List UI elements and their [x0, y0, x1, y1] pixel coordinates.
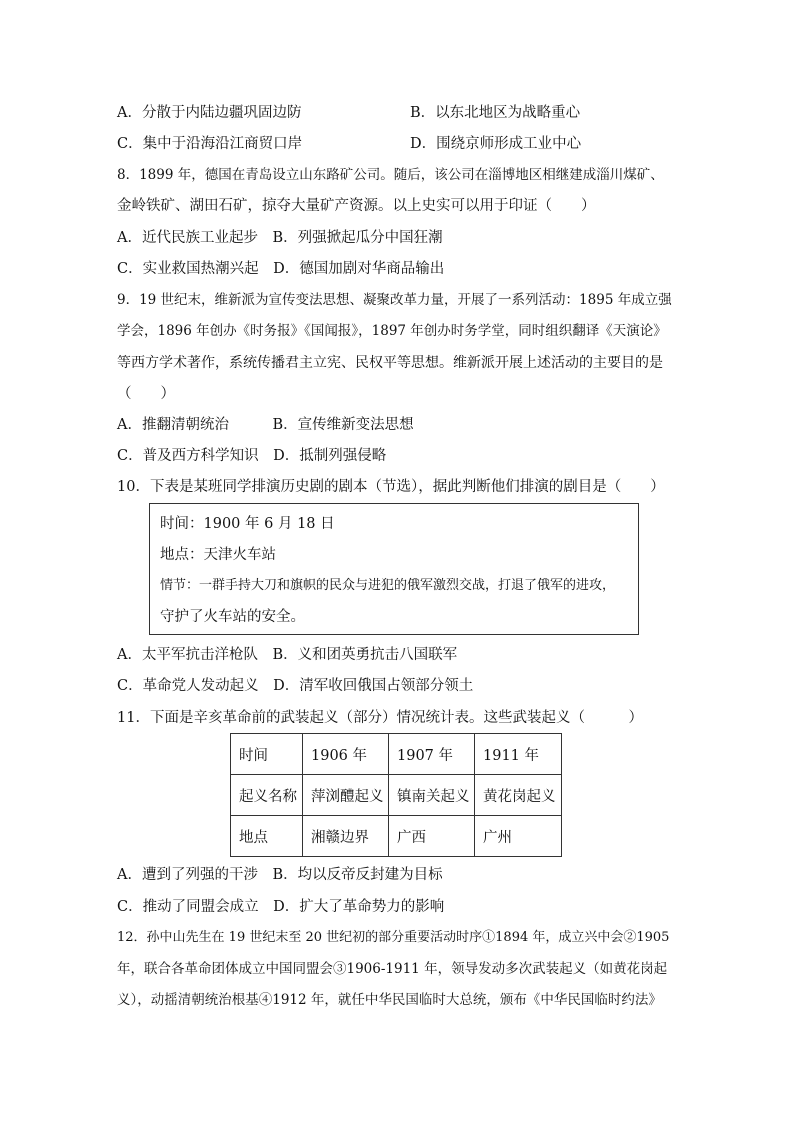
q8-stem-line-2: 金岭铁矿、湖田石矿，掠夺大量矿产资源。以上史实可以用于印证（ ）	[117, 198, 596, 214]
table-cell: 起义名称	[231, 775, 303, 816]
uprising-stats-table	[230, 733, 562, 857]
q9-stem-line-3: 等西方学术著作，系统传播君主立宪、民权平等思想。维新派开展上述活动的主要目的是	[117, 355, 663, 371]
q8-options-line-2[interactable]: C．实业救国热潮兴起 D．德国加剧对华商品输出	[117, 261, 445, 277]
q12-stem-line-3: 义），动摇清朝统治根基④1912 年，就任中华民国临时大总统，颁布《中华民国临时约法》	[117, 992, 662, 1008]
q10-box-place: 地点：天津火车站	[160, 547, 276, 563]
q12-stem-line-2: 年，联合各革命团体成立中国同盟会③1906-1911 年，领导发动多次武装起义（如黄花岗起	[117, 961, 668, 977]
q12-stem-line-1: 12．孙中山先生在 19 世纪末至 20 世纪初的部分重要活动时序①1894 年，成立兴中会②1905	[117, 930, 670, 945]
table-row	[231, 734, 562, 775]
q7-option-b[interactable]: B．以东北地区为战略重心	[410, 105, 581, 121]
q10-options-line-2[interactable]: C．革命党人发动起义 D．清军收回俄国占领部分领土	[117, 678, 474, 694]
q8-options-line-1[interactable]: A．近代民族工业起步 B．列强掀起瓜分中国狂潮	[117, 230, 443, 246]
q10-box-plot-2: 守护了火车站的安全。	[160, 609, 305, 625]
q9-stem-line-2: 学会，1896 年创办《时务报》《国闻报》，1897 年创办时务学堂，同时组织翻译《天演论》	[117, 323, 667, 339]
table-cell: 时间	[231, 734, 303, 775]
table-cell: 湘赣边界	[303, 816, 389, 857]
table-cell: 广州	[475, 816, 562, 857]
q10-stem: 10．下表是某班同学排演历史剧的剧本（节选），据此判断他们排演的剧目是（ ）	[117, 479, 665, 495]
q9-options-line-1[interactable]: A．推翻清朝统治 B．宣传维新变法思想	[117, 417, 414, 433]
table-cell: 黄花岗起义	[475, 775, 562, 816]
q7-option-a[interactable]: A．分散于内陆边疆巩固边防	[117, 105, 302, 121]
table-cell: 广西	[389, 816, 475, 857]
table-cell: 1911 年	[475, 734, 562, 775]
q8-stem-line-1: 8．1899 年，德国在青岛设立山东路矿公司。随后，该公司在淄博地区相继建成淄川煤矿、	[117, 167, 664, 183]
table-cell: 萍浏醴起义	[303, 775, 389, 816]
table-cell: 1907 年	[389, 734, 475, 775]
table-cell: 镇南关起义	[389, 775, 475, 816]
q7-option-c[interactable]: C．集中于沿海沿江商贸口岸	[117, 136, 303, 152]
q10-box-time: 时间：1900 年 6 月 18 日	[160, 516, 335, 532]
q11-options-line-2[interactable]: C．推动了同盟会成立 D．扩大了革命势力的影响	[117, 899, 445, 915]
table-cell: 地点	[231, 816, 303, 857]
q9-stem-line-4: （ ）	[117, 386, 175, 402]
q10-box-plot-1: 情节：一群手持大刀和旗帜的民众与进犯的俄军激烈交战，打退了俄军的进攻，	[160, 578, 616, 593]
q7-option-d[interactable]: D．围绕京师形成工业中心	[410, 136, 582, 152]
q9-options-line-2[interactable]: C．普及西方科学知识 D．抵制列强侵略	[117, 448, 387, 464]
q10-options-line-1[interactable]: A．太平军抗击洋枪队 B．义和团英勇抗击八国联军	[117, 647, 458, 663]
q11-stem: 11．下面是辛亥革命前的武装起义（部分）情况统计表。这些武装起义（ ）	[117, 710, 643, 726]
q9-stem-line-1: 9．19 世纪末，维新派为宣传变法思想、凝聚改革力量，开展了一系列活动：1895 年成立强	[117, 292, 672, 308]
q10-script-box	[149, 503, 639, 635]
table-row	[231, 775, 562, 816]
table-row	[231, 816, 562, 857]
table-cell: 1906 年	[303, 734, 389, 775]
q11-options-line-1[interactable]: A．遭到了列强的干涉 B．均以反帝反封建为目标	[117, 867, 443, 883]
